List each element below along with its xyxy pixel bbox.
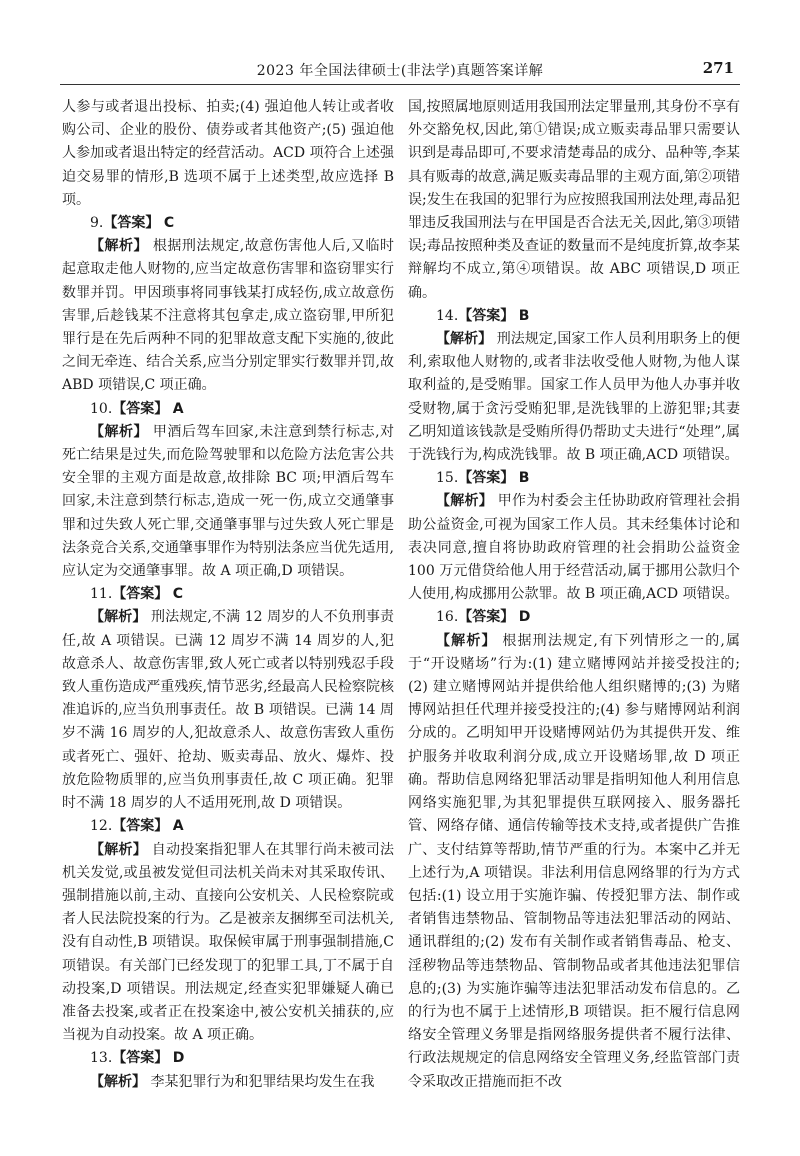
running-header — [60, 58, 740, 85]
q15-analysis: 【解析】 甲作为村委会主任协助政府管理社会捐助公益资金,可视为国家工作人员。其未经集体讨论和表决同意,擅自将协助政府管理的社会捐助公益资金 100 万元借贷给他人用于经营活动,属于挪用公款归个人使用,构成挪用公款罪。故 B 项正确,ACD 项错误。 — [408, 493, 741, 603]
q12-answer: 12.【答案】 A — [90, 818, 184, 835]
q16-analysis: 【解析】 根据刑法规定,有下列情形之一的,属于“开设赌场”行为:(1) 建立赌博网站并接受投注的;(2) 建立赌博网站并提供给他人组织赌博的;(3) 为赌博网站担任代理并接受投注的;(4) 参与赌博网站利润分成的。乙明知甲开设赌博网站仍为其提供开发、维护服务并收取利润分成,成立开设赌场罪,故 D 项正确。帮助信息网络犯罪活动罪是指明知他人利用信息网络实施犯罪,为其犯罪提供互联网接入、服务器托管、网络存储、通信传输等技术支持,或者提供广告推广、支付结算等帮助,情节严重的行为。本案中乙并无上述行为,A 项错误。非法利用信息网络罪的行为方式包括:(1) 设立用于实施诈骗、传授犯罪方法、制作或者销售违禁物品、管制物品等违法犯罪活动的网站、通讯群组的;(2) 发布有关制作或者销售毒品、枪支、淫秽物品等违禁物品、管制物品或者其他违法犯罪信息的;(3) 为实施诈骗等违法犯罪活动发布信息的。乙的行为也不属于上述情形,B 项错误。拒不履行信息网络安全管理义务罪是指网络服务提供者不履行法律、行政法规规定的信息网络安全管理义务,经监管部门责令采取改正措施而拒不改 — [408, 632, 741, 1090]
page-number: 271 — [702, 59, 734, 77]
q10-answer: 10.【答案】 A — [90, 400, 184, 417]
right-column — [408, 96, 740, 1094]
intro-paragraph: 人参与或者退出投标、拍卖;(4) 强迫他人转让或者收购公司、企业的股份、债券或者其他资产;(5) 强迫他人参加或者退出特定的经营活动。ACD 项符合上述强迫交易罪的情形,B 选项不属于上述类型,故应选择 B 项。 — [62, 99, 394, 208]
left-column — [62, 96, 394, 1094]
q14-answer: 14.【答案】 B — [436, 307, 530, 324]
q12-analysis: 【解析】 自动投案指犯罪人在其罪行尚未被司法机关发觉,或虽被发觉但司法机关尚未对其采取传讯、强制措施以前,主动、直接向公安机关、人民检察院或者人民法院投案的行为。乙是被亲友捆绑至司法机关,没有自动性,B 项错误。取保候审属于刑事强制措施,C 项错误。有关部门已经发现丁的犯罪工具,丁不属于自动投案,D 项错误。刑法规定,经查实犯罪嫌疑人确已准备去投案,或者正在投案途中,被公安机关捕获的,应当视为自动投案。故 A 项正确。 — [62, 841, 395, 1044]
header-title: 2023 年全国法律硕士(非法学)真题答案详解 — [256, 63, 544, 79]
q9-analysis: 【解析】 根据刑法规定,故意伤害他人后,又临时起意取走他人财物的,应当定故意伤害罪和盗窃罪实行数罪并罚。甲因琐事将同事钱某打成轻伤,成立故意伤害罪,后趁钱某不注意将其包拿走,成立盗窃罪,甲所犯罪行是在先后两种不同的犯罪故意支配下实施的,彼此之间无牵连、结合关系,应当分别定罪实行数罪并罚,故 ABD 项错误,C 项正确。 — [62, 238, 394, 394]
q13-analysis: 【解析】 李某犯罪行为和犯罪结果均发生在我 — [90, 1073, 375, 1090]
q9-answer: 9.【答案】 C — [90, 215, 175, 232]
q10-analysis: 【解析】 甲酒后驾车回家,未注意到禁行标志,对死亡结果是过失,而危险驾驶罪和以危险方法危害公共安全罪的主观方面是故意,故排除 BC 项;甲酒后驾车回家,未注意到禁行标志,造成一死一伤,成立交通肇事罪和过失致人死亡罪,交通肇事罪与过失致人死亡罪是法条竞合关系,交通肇事罪作为特别法条应当优先适用,应认定为交通肇事罪。故 A 项正确,D 项错误。 — [62, 423, 394, 580]
q11-answer: 11.【答案】 C — [90, 586, 183, 603]
q13-analysis-continued: 国,按照属地原则适用我国刑法定罪量刑,其身份不享有外交豁免权,因此,第①错误;成立贩卖毒品罪只需要认识到是毒品即可,不要求清楚毒品的成分、品种等,李某具有贩毒的故意,满足贩卖毒品罪的主观方面,第②项错误;发生在我国的犯罪行为应按照我国刑法处理,毒品犯罪违反我国刑法与在甲国是否合法无关,因此,第③项错误;毒品按照种类及查证的数量而不是纯度折算,故李某辩解均不成立,第④项错误。故 ABC 项错误,D 项正确。 — [408, 99, 740, 301]
q14-analysis: 【解析】 刑法规定,国家工作人员利用职务上的便利,索取他人财物的,或者非法收受他人财物,为他人谋取利益的,是受贿罪。国家工作人员甲为他人办事并收受财物,属于贪污受贿犯罪,是洗钱罪的上游犯罪;其妻乙明知道该钱款是受贿所得仍帮助丈夫进行“处理”,属于洗钱行为,构成洗钱罪。故 B 项正确,ACD 项错误。 — [408, 331, 740, 464]
q16-answer: 16.【答案】 D — [436, 609, 531, 626]
q13-answer: 13.【答案】 D — [90, 1050, 185, 1067]
q15-answer: 15.【答案】 B — [436, 470, 530, 487]
q11-analysis: 【解析】 刑法规定,不满 12 周岁的人不负刑事责任,故 A 项错误。已满 12 周岁不满 14 周岁的人,犯故意杀人、故意伤害罪,致人死亡或者以特别残忍手段致人重伤造成严重残疾,情节恶劣,经最高人民检察院核准追诉的,应当负刑事责任。故 B 项错误。已满 14 周岁不满 16 周岁的人,犯故意杀人、故意伤害致人重伤或者死亡、强奸、抢劫、贩卖毒品、放火、爆炸、投放危险物质罪的,应当负刑事责任,故 C 项正确。犯罪时不满 18 周岁的人不适用死刑,故 D 项错误。 — [62, 609, 394, 812]
